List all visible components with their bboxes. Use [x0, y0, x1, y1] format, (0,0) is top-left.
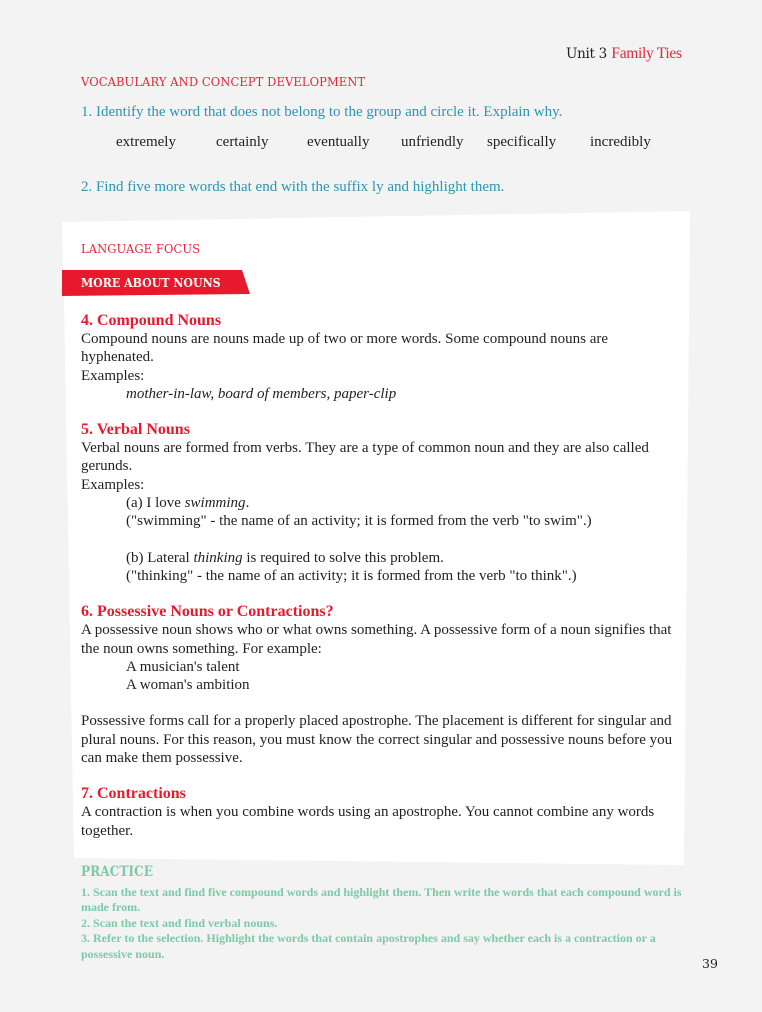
possessive-body: A possessive noun shows who or what owns something. A possessive form of a noun signifies that the noun owns something. For example:	[81, 622, 672, 657]
possessive-example-2: A woman's ambition	[126, 677, 250, 694]
section-title-verbal-nouns: 5. Verbal Nouns	[81, 421, 190, 439]
compound-nouns-body: Compound nouns are nouns made up of two or more words. Some compound nouns are hyphenated.	[81, 331, 609, 366]
section-title-contractions: 7. Contractions	[81, 785, 186, 803]
language-focus-heading: LANGUAGE FOCUS	[81, 241, 201, 256]
unit-label: Unit 3	[566, 46, 607, 62]
page-number: 39	[702, 956, 718, 971]
word-item: unfriendly	[401, 134, 464, 150]
possessive-example-1: A musician's talent	[126, 658, 240, 675]
practice-item: 3. Refer to the selection. Highlight the words that contain apostrophes and say whether each is a contraction or a possessive noun.	[81, 931, 656, 961]
verbal-example-a: (a) I love swimming.	[126, 495, 250, 512]
vocabulary-question-2: 2. Find five more words that end with the suffix ly and highlight them.	[81, 179, 505, 195]
section-title-compound-nouns: 4. Compound Nouns	[81, 312, 222, 329]
practice-heading: PRACTICE	[81, 864, 153, 880]
word-item: eventually	[307, 134, 370, 150]
verbal-nouns-body: Verbal nouns are formed from verbs. They are a type of common noun and they are also called gerunds.	[81, 440, 649, 475]
word-item: incredibly	[590, 134, 651, 150]
practice-item: 1. Scan the text and find five compound words and highlight them. Then write the words that each compound word is made from.	[81, 885, 682, 915]
vocabulary-question-1: 1. Identify the word that does not belong to the group and circle it. Explain why.	[81, 104, 563, 120]
practice-list	[81, 885, 693, 962]
section-title-possessive-nouns: 6. Possessive Nouns or Contractions?	[81, 603, 334, 621]
word-item: specifically	[487, 134, 557, 150]
verbal-example-b: (b) Lateral thinking is required to solve this problem.	[126, 549, 444, 566]
word-list	[0, 134, 762, 154]
language-focus-content	[81, 311, 681, 840]
examples-label: Examples:	[81, 476, 145, 493]
examples-label: Examples:	[81, 367, 145, 384]
word-item: certainly	[216, 134, 269, 150]
vocabulary-heading: VOCABULARY AND CONCEPT DEVELOPMENT	[81, 74, 366, 89]
practice-item: 2. Scan the text and find verbal nouns.	[81, 915, 278, 930]
verbal-example-b-note: ("thinking" - the name of an activity; it is formed from the verb "to think".)	[126, 567, 577, 584]
banner-label: MORE ABOUT NOUNS	[81, 275, 221, 290]
unit-header	[566, 44, 682, 63]
verbal-example-a-note: ("swimming" - the name of an activity; it is formed from the verb "to swim".)	[126, 513, 592, 530]
contractions-body: A contraction is when you combine words using an apostrophe. You cannot combine any words together.	[81, 804, 655, 839]
compound-example: mother-in-law, board of members, paper-clip	[126, 385, 397, 402]
unit-title: Family Ties	[611, 45, 682, 62]
possessive-body-2: Possessive forms call for a properly placed apostrophe. The placement is different for singular and plural nouns. For this reason, you must know the correct singular and possessive nouns before you can make them possessive.	[81, 713, 673, 767]
word-item: extremely	[116, 134, 176, 150]
